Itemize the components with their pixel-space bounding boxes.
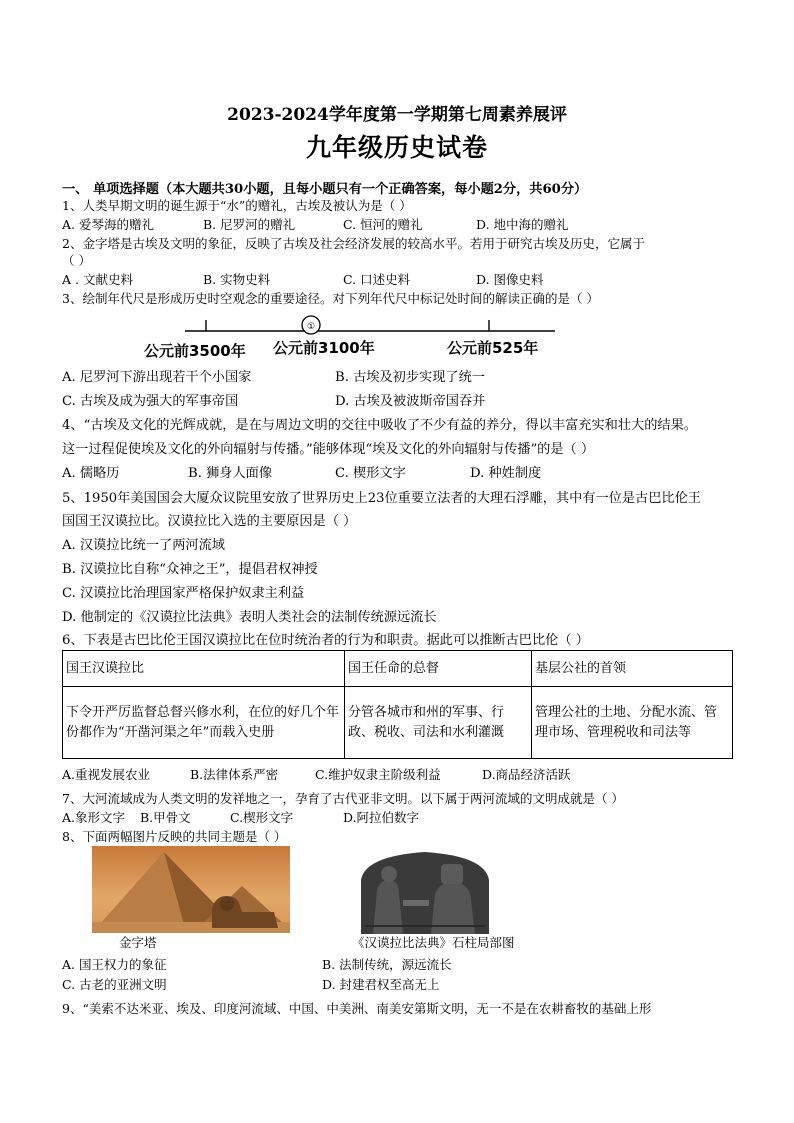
- q2-option-d: D. 图像史料: [476, 272, 544, 287]
- q8-option-d: D. 封建君权至高无上: [322, 977, 440, 992]
- timeline-marker-label: ①: [306, 322, 316, 332]
- table-header-row: [63, 651, 733, 687]
- q4-option-d: D. 种姓制度: [470, 466, 542, 481]
- q3-option-b: B. 古埃及初步实现了统一: [335, 370, 485, 385]
- q5-stem-line1: 5、1950年美国国会大厦众议院里安放了世界历史上23位重要立法者的大理石浮雕，其中有一位是古巴比伦王: [62, 491, 701, 506]
- timeline-label-3100bc: 公元前3100年: [273, 339, 375, 357]
- q7-option-b: B.甲骨文: [140, 810, 191, 825]
- table-row: [63, 687, 733, 759]
- q7-option-c: C.楔形文字: [230, 810, 294, 825]
- q5-option-d: D. 他制定的《汉谟拉比法典》表明人类社会的法制传统源远流长: [62, 610, 437, 625]
- table-header-cell: 基层公社的首领: [532, 651, 733, 687]
- q2-stem-line2: （ ）: [62, 253, 91, 268]
- q7-option-d: D.阿拉伯数字: [343, 810, 420, 825]
- hammurabi-stele-image: [355, 850, 495, 934]
- q2-stem-line1: 2、金字塔是古埃及文明的象征，反映了古埃及社会经济发展的较高水平。若用于研究古埃及历史，它属于: [62, 236, 645, 251]
- q2-option-c: C. 口述史料: [343, 272, 411, 287]
- pyramid-sphinx-image: [92, 846, 290, 933]
- q8-option-c: C. 古老的亚洲文明: [62, 977, 167, 992]
- q4-stem-line1: 4、“古埃及文化的光辉成就，是在与周边文明的交往中吸收了不少有益的养分，得以丰富充实和壮大的结果。: [62, 418, 697, 433]
- table-cell: 分管各城市和州的军事、行政、税收、司法和水利灌溉: [345, 687, 532, 759]
- timeline-label-3500bc: 公元前3500年: [144, 342, 246, 360]
- table-cell: 下令开严厉监督总督兴修水利，在位的好几个年份都作为“开凿河渠之年”而载入史册: [63, 687, 345, 759]
- q3-option-d: D. 古埃及被波斯帝国吞并: [335, 394, 486, 409]
- q4-option-a: A. 儒略历: [62, 466, 120, 481]
- image-caption-stele: 《汉谟拉比法典》石柱局部图: [352, 935, 515, 950]
- q2-option-a: A . 文献史料: [62, 272, 133, 287]
- q1-option-a: A. 爱琴海的赠礼: [62, 217, 154, 232]
- q6-option-d: D.商品经济活跃: [482, 767, 571, 782]
- table-header-cell: 国王汉谟拉比: [63, 651, 345, 687]
- q1-option-d: D. 地中海的赠礼: [476, 217, 569, 232]
- q5-option-c: C. 汉谟拉比治理国家严格保护奴隶主利益: [62, 586, 305, 601]
- q5-option-a: A. 汉谟拉比统一了两河流域: [62, 538, 225, 553]
- q7-option-a: A.象形文字: [62, 810, 126, 825]
- timeline-label-525bc: 公元前525年: [447, 339, 539, 357]
- q6-table: [62, 650, 733, 759]
- timeline-figure: [140, 310, 570, 366]
- table-header-cell: 国王任命的总督: [345, 651, 532, 687]
- q1-stem: 1、人类早期文明的诞生源于“水”的赠礼，古埃及被认为是（ ）: [62, 198, 412, 213]
- q5-stem-line2: 国国王汉谟拉比。汉谟拉比入选的主要原因是（ ）: [62, 514, 357, 529]
- q6-option-b: B.法律体系严密: [190, 767, 279, 782]
- q8-option-a: A. 国王权力的象征: [62, 957, 167, 972]
- q3-option-a: A. 尼罗河下游出现若干个小国家: [62, 370, 252, 385]
- image-caption-pyramid: 金字塔: [119, 935, 157, 950]
- q3-option-c: C. 古埃及成为强大的军事帝国: [62, 394, 239, 409]
- q3-stem: 3、绘制年代尺是形成历史时空观念的重要途径。对下列年代尺中标记处时间的解读正确的是（ ）: [62, 291, 599, 306]
- q9-stem: 9、“美索不达米亚、埃及、印度河流域、中国、中美洲、南美安第斯文明，无一不是在农耕畜牧的基础上形: [62, 1001, 652, 1016]
- q1-option-b: B. 尼罗河的赠礼: [203, 217, 296, 232]
- q4-option-c: C. 楔形文字: [335, 466, 406, 481]
- q6-stem: 6、下表是古巴比伦王国汉谟拉比在位时统治者的行为和职责。据此可以推断古巴比伦（ ）: [62, 633, 589, 648]
- q5-option-b: B. 汉谟拉比自称“众神之王”，提倡君权神授: [62, 562, 318, 577]
- q2-option-b: B. 实物史料: [203, 272, 271, 287]
- table-cell: 管理公社的土地、分配水流、管理市场、管理税收和司法等: [532, 687, 733, 759]
- q6-option-c: C.维护奴隶主阶级利益: [315, 767, 441, 782]
- exam-title: 九年级历史试卷: [305, 133, 488, 162]
- section-heading: 一、 单项选择题（本大题共30小题，且每小题只有一个正确答案，每小题2分，共60分）: [62, 182, 588, 197]
- exam-title-line1: 2023-2024学年度第一学期第七周素养展评: [227, 105, 567, 125]
- q1-option-c: C. 恒河的赠礼: [343, 217, 423, 232]
- q8-option-b: B. 法制传统，源远流长: [322, 957, 452, 972]
- q4-option-b: B. 狮身人面像: [188, 466, 273, 481]
- q4-stem-line2: 这一过程促使埃及文化的外向辐射与传播。”能够体现“埃及文化的外向辐射与传播”的是（ ）: [62, 442, 595, 457]
- q7-stem: 7、大河流域成为人类文明的发祥地之一，孕育了古代亚非文明。以下属于两河流域的文明成就是（ ）: [62, 791, 624, 806]
- q6-option-a: A.重视发展农业: [62, 767, 151, 782]
- q8-stem: 8、下面两幅图片反映的共同主题是（ ）: [62, 829, 287, 844]
